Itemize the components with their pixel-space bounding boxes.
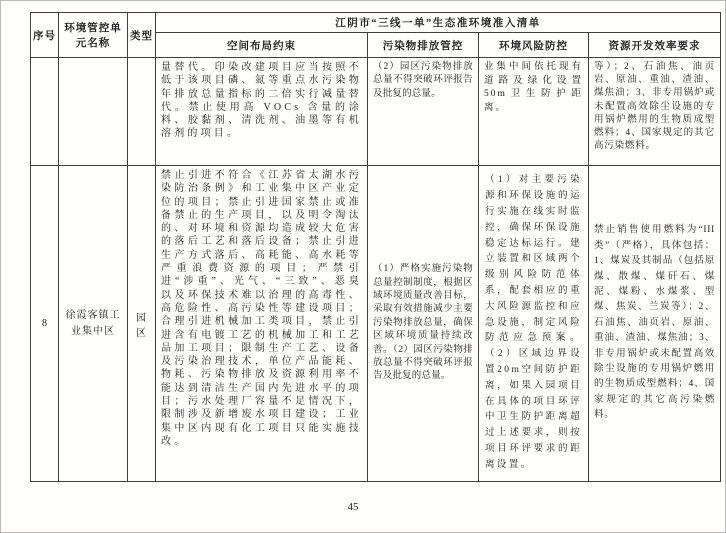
cell-unit-name <box>59 58 128 166</box>
header-resource-efficiency: 资源开发效率要求 <box>589 33 721 58</box>
table-row-continuation <box>31 58 721 166</box>
risk-prevention-text: 业集中间依托现有道路及绿化设置50m卫生防护距离。 <box>484 62 583 113</box>
cell-seq <box>31 58 59 166</box>
type-text: 园区 <box>136 312 147 339</box>
table-row-8 <box>31 166 721 482</box>
header-unit-name: 环境管控单元名称 <box>59 13 128 58</box>
table-header-row-title <box>31 13 721 33</box>
resource-efficiency-text: 等）；2、石油焦、油页岩、原油、重油、渣油、煤焦油；3、非专用锅炉或未配置高效除尘设施的专用锅炉燃用的生物质成型燃料；4、国家规定的其它高污染燃料。 <box>594 62 715 152</box>
table-title: 江阴市“三线一单”生态准环境准入清单 <box>156 13 721 33</box>
header-seq: 序号 <box>31 13 59 58</box>
space-constraints-text: 禁止引进不符合《江苏省太湖水污染防治条例》和工业集中区产业定位的项目；禁止引进国家禁止或准备禁止的生产项目，以及明令淘汰的、对环境和资源均造成较大危害的落后工艺和落后设备；禁止引进生产方式落后、高耗能、高水耗等严重浪费资源的项目；严禁引进“涉重”、光气、“三致”、恶臭以及环保技术难以治理的高毒性、高危险性、高污染性等建设项目；合理引进机械加工类项目，禁止引进含有电镀工艺的机械加工和工艺品加工项目；限制生产工艺、设备及污染治理技术，单位产品能耗、物耗、污染物排放及资源利用率不能达到清洁生产国内先进水平的项目；污水处理厂容量不足情况下，限制涉及新增废水项目建设；工业集中区内现有化工项目只能实施技改。 <box>161 170 362 447</box>
page-number: 45 <box>347 501 359 513</box>
cell-space-constraints <box>156 58 368 166</box>
unit-name-text <box>59 110 127 114</box>
pollutant-control-text: （1）严格实施污染物总量控制制度，根据区域环境质量改善目标，采取有效措施减少主要污染物排放总量，确保区域环境质量持续改善。（2）园区污染物排放总量不得突破环评报告及批复的总量。 <box>373 264 473 382</box>
unit-name-text: 徐霞客镇工业集中区 <box>65 309 121 337</box>
cell-unit-name <box>59 166 128 482</box>
cell-resource-efficiency <box>589 58 721 166</box>
space-constraints-text: 量替代。印染改建项目应当按照不低于该项目磷、氮等重点水污染物年排放总量指标的二倍实行减量替代。禁止使用高 VOCs 含量的涂料、胶黏剂、清洗剂、油墨等有机溶剂的项目。 <box>161 62 362 140</box>
header-space-constraints: 空间布局约束 <box>156 33 368 58</box>
cell-risk-prevention <box>479 166 589 482</box>
risk-prevention-text: （1）对主要污染源和环保设施的运行实施在线实时监控，确保环保设施稳定达标运行。建立装置和区域两个级别风险防范体系，配套相应的重大风险源监控和应急设施，制定风险防范应急预案。（2）区域边界设置20m空间防护距离，如果入园项目在具体的项目环评中卫生防护距离超过上述要求，则按项目环评要求的距离设置。 <box>485 175 582 470</box>
pollutant-control-text: （2）园区污染物排放总量不得突破环评报告及批复的总量。 <box>373 62 473 99</box>
header-pollutant-control: 污染物排放管控 <box>368 33 479 58</box>
cell-space-constraints <box>156 166 368 482</box>
cell-seq: 8 <box>31 166 59 482</box>
cell-risk-prevention <box>479 58 589 166</box>
cell-resource-efficiency <box>589 166 721 482</box>
cell-type <box>128 166 156 482</box>
cell-type <box>128 58 156 166</box>
type-text <box>128 109 155 115</box>
cell-pollutant-control <box>368 166 479 482</box>
environment-access-list-table <box>30 12 721 482</box>
cell-pollutant-control <box>368 58 479 166</box>
resource-efficiency-text: 禁止销售使用燃料为“III类”（严格），具体包括：1、煤炭及其制品（包括原煤、散煤、煤矸石、煤泥、煤粉、水煤浆、型煤、焦炭、兰炭等）；2、石油焦、油页岩、原油、重油、渣油、煤焦油；3、非专用锅炉或未配置高效除尘设施的专用锅炉燃用的生物质成型燃料；4、国家规定的其它高污染燃料。 <box>594 225 715 421</box>
header-risk-prevention: 环境风险防控 <box>479 33 589 58</box>
header-type: 类型 <box>128 13 156 58</box>
